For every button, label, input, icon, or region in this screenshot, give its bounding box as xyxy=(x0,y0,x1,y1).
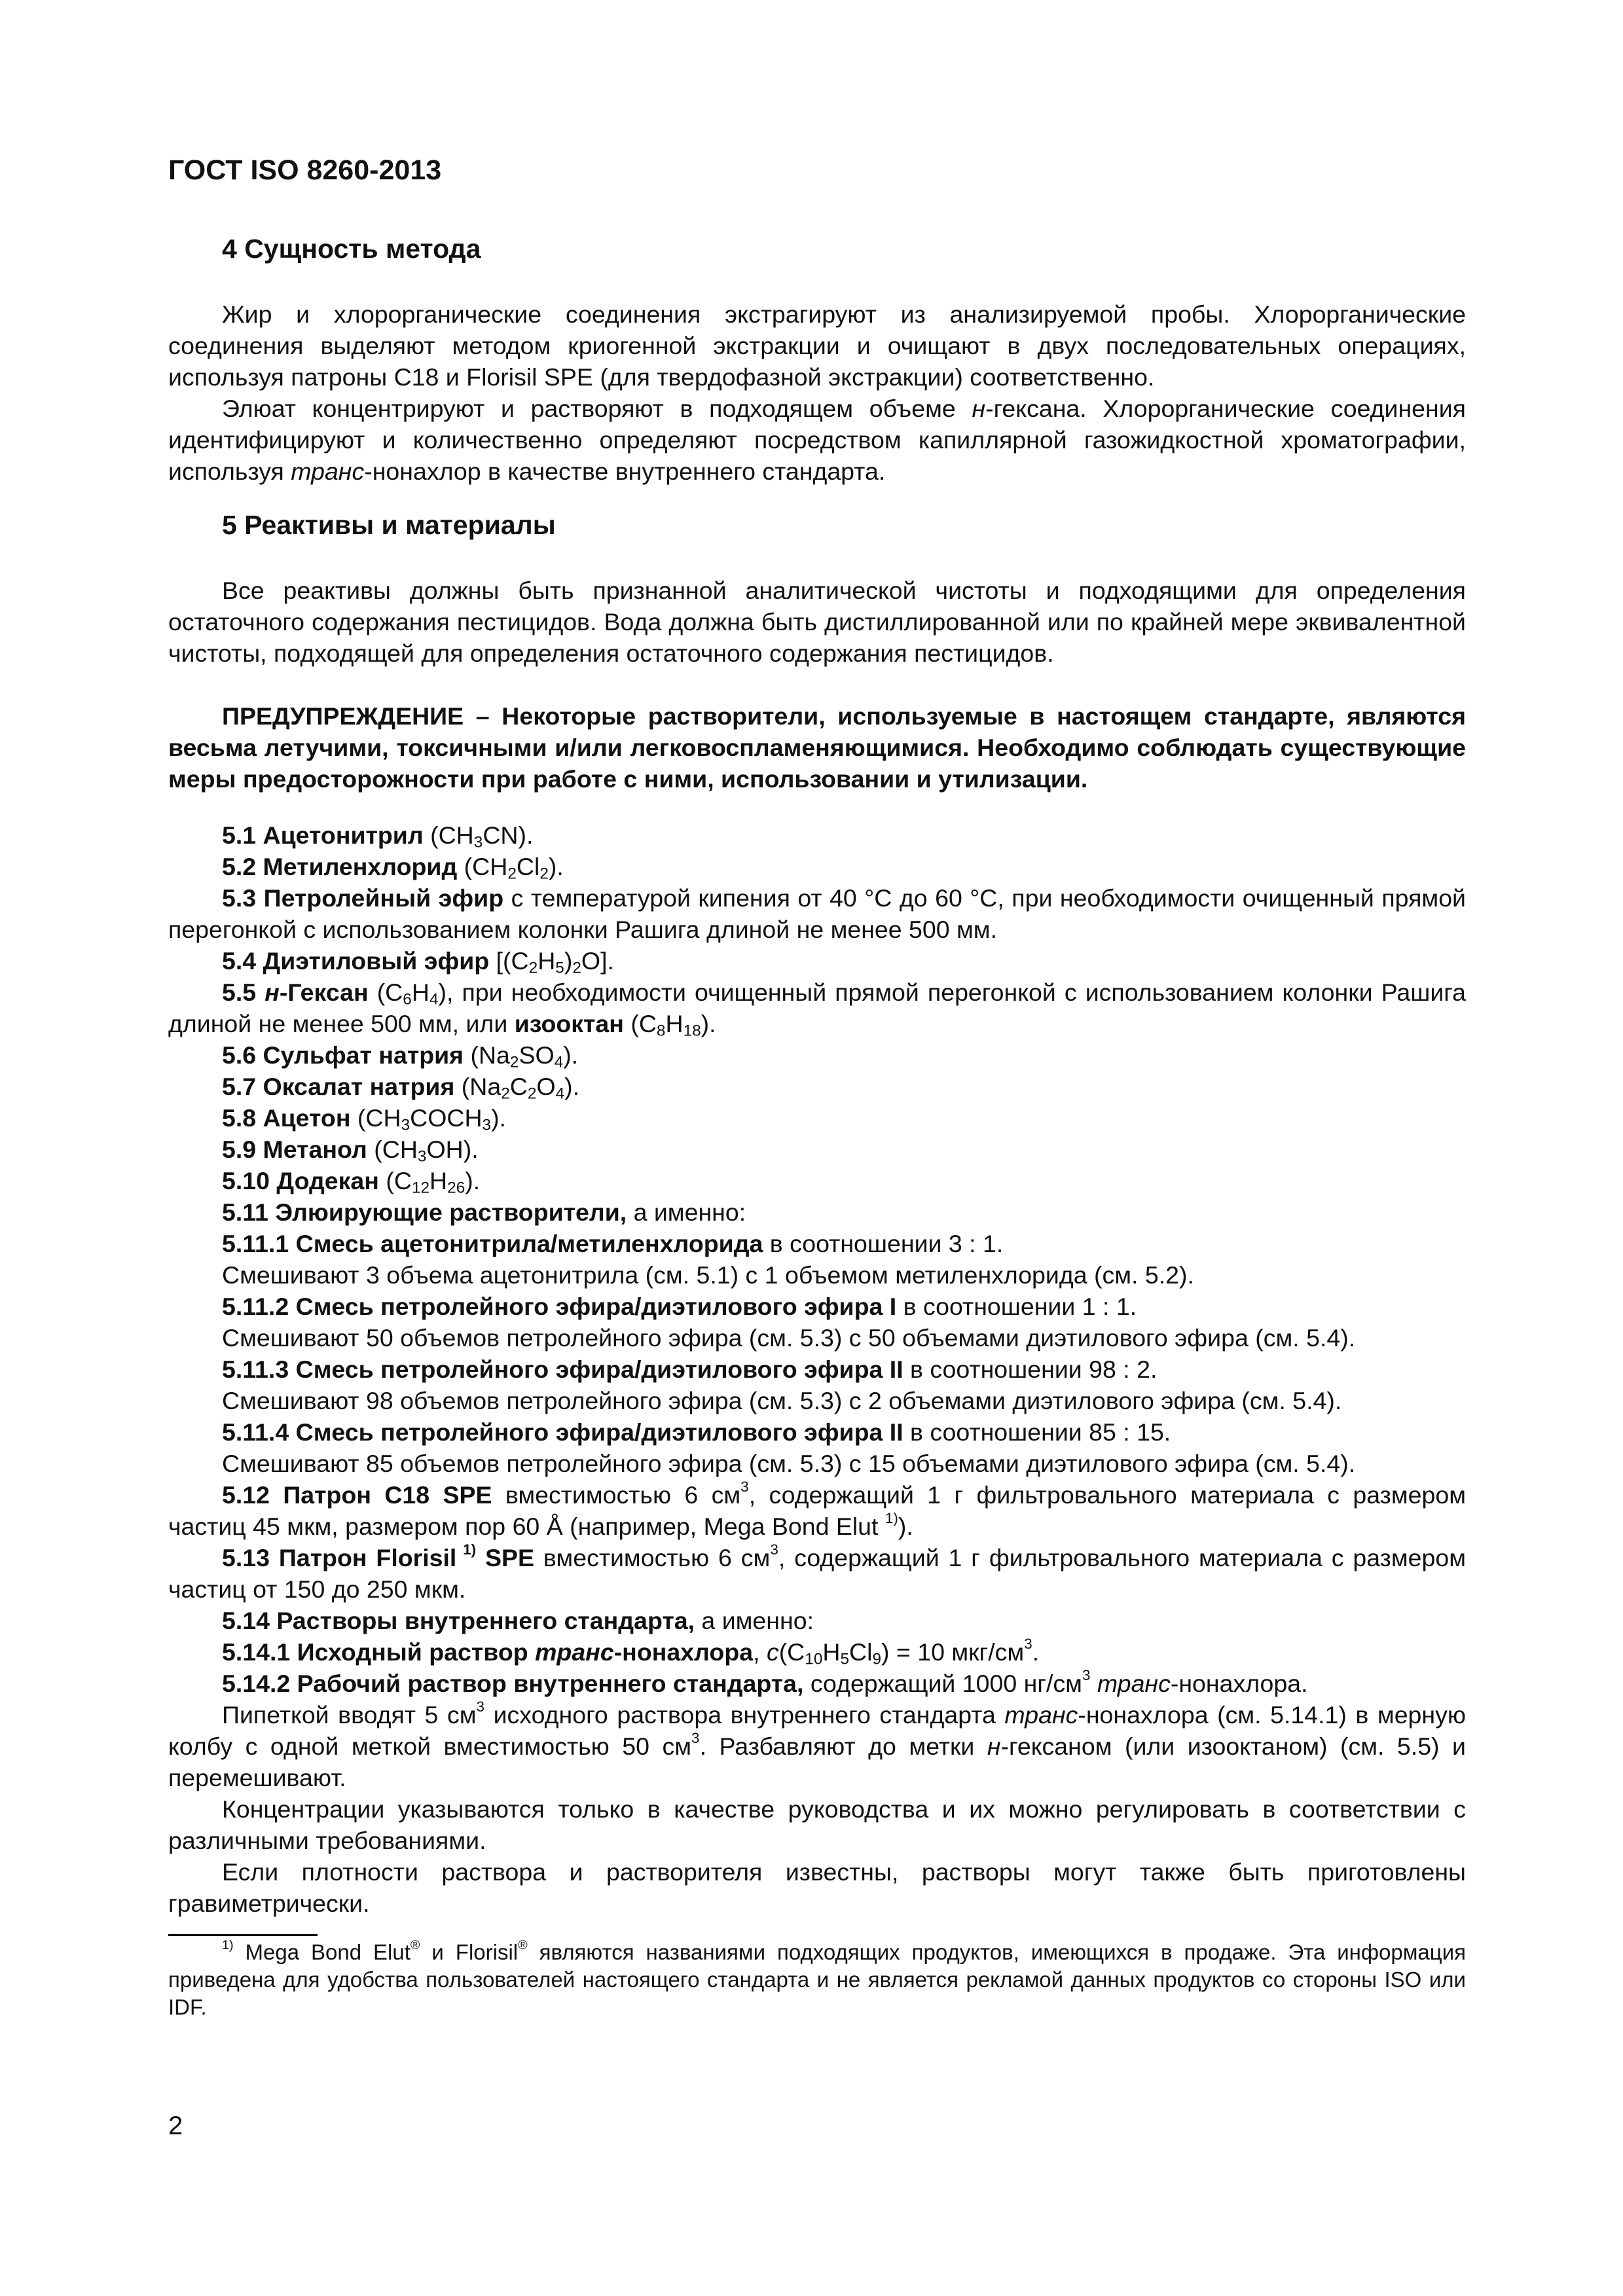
concentration-note: Концентрации указываются только в качестве руководства и их можно регулировать в соответствии с различными требованиями. xyxy=(168,1795,1466,1854)
section-4-title: 4 Сущность метода xyxy=(222,234,481,264)
footnote-divider xyxy=(168,1934,318,1936)
list-item-detail: Смешивают 3 объема ацетонитрила (см. 5.1) с 1 объемом метиленхлорида (см. 5.2). xyxy=(222,1261,1194,1289)
section-5 xyxy=(168,509,1466,795)
list-item: 5.11 Элюирующие растворители, а именно: xyxy=(222,1198,746,1226)
list-item: 5.14.1 Исходный раствор транс-нонахлора, $c(C_{10}H_5Cl_9) = 10$ мкг/$см^3$. xyxy=(222,1636,1040,1668)
list-item: 5.1 Ацетонитрил $(CH_3CN)$. xyxy=(222,821,534,852)
page-number: 2 xyxy=(168,2111,183,2140)
list-item: 5.2 Метиленхлорид $(CH_2Cl_2)$. xyxy=(222,853,564,883)
section-4-paragraph-1: Жир и хлорорганические соединения экстрагируют из анализируемой пробы. Хлорорганические соединения выделяют методом криогенной экстракции и очищают в двух последовательных операциях, используя патроны С18 и Florisil SPE (для твердофазной экстракции) соответственно. xyxy=(168,300,1466,391)
list-item: 5.13 Патрон Florisil $^{1)}$ SPE вместимостью 6 $см^3$, содержащий 1 г фильтровального материала с размером частиц от 150 до 250 мкм. xyxy=(168,1541,1466,1603)
footnote: $^{1)}$ Mega Bond Elut® и Florisil® являются названиями подходящих продуктов, имеющихся в продаже. Эта информация приведена для удобства пользователей настоящего стандарта и не является рекламой данных продуктов со стороны ISO или IDF. xyxy=(168,1938,1466,2019)
list-item: 5.12 Патрон С18 SPE вместимостью 6 $см^3$, содержащий 1 г фильтровального материала с размером частиц 45 мкм, размером пор 60 Å (например, Mega Bond Elut $^{1)}$). xyxy=(168,1479,1466,1540)
section-5-title: 5 Реактивы и материалы xyxy=(222,510,556,540)
list-item: 5.11.3 Смесь петролейного эфира/диэтилового эфира II в соотношении 98 : 2. xyxy=(222,1355,1158,1383)
list-item-detail: Смешивают 85 объемов петролейного эфира (см. 5.3) с 15 объемами диэтилового эфира (см. 5.4). xyxy=(222,1450,1356,1477)
list-item: 5.8 Ацетон $(CH_3COCH_3)$. xyxy=(222,1104,507,1134)
list-item: 5.11.1 Смесь ацетонитрила/метиленхлорида в соотношении 3 : 1. xyxy=(222,1230,1004,1257)
list-item: 5.9 Метанол $(CH_3OH)$. xyxy=(222,1136,479,1166)
document-header: ГОСТ ISO 8260-2013 xyxy=(168,154,442,186)
list-item: 5.14.2 Рабочий раствор внутреннего стандарта, содержащий 1000 $нг/см^3$ транс-нонахлора. xyxy=(222,1667,1308,1697)
warning-paragraph: ПРЕДУПРЕЖДЕНИЕ – Некоторые растворители, используемые в настоящем стандарте, являются весьма летучими, токсичными и/или легковоспламеняющимися. Необходимо соблюдать существующие меры предосторожности при работе с ними, использовании и утилизации. xyxy=(168,702,1466,793)
section-5-intro: Все реактивы должны быть признанной аналитической чистоты и подходящими для определения остаточного содержания пестицидов. Вода должна быть дистиллированной или по крайней мере эквивалентной чистоты, подходящей для определения остаточного содержания пестицидов. xyxy=(168,577,1466,667)
list-item: 5.6 Сульфат натрия $(Na_2SO_4)$. xyxy=(222,1041,579,1071)
list-item: 5.10 Додекан $(C_{12}H_{26})$. xyxy=(222,1167,481,1197)
section-4 xyxy=(168,233,1466,487)
list-item: 5.7 Оксалат натрия $(Na_2C_2O_4)$. xyxy=(222,1073,580,1103)
list-item: 5.11.4 Смесь петролейного эфира/диэтилового эфира II в соотношении 85 : 15. xyxy=(222,1418,1171,1446)
list-item: 5.3 Петролейный эфир с температурой кипения от 40 °С до 60 °С, при необходимости очищенный прямой перегонкой с использованием колонки Рашига длиной не менее 500 мм. xyxy=(168,884,1466,943)
list-item-detail: Смешивают 50 объемов петролейного эфира (см. 5.3) с 50 объемами диэтилового эфира (см. 5.4). xyxy=(222,1324,1356,1352)
list-item: 5.4 Диэтиловый эфир $[(C_2H_5)_2O]$. xyxy=(222,947,614,977)
reagents-list xyxy=(168,819,1466,1919)
section-4-paragraph-2: Элюат концентрируют и растворяют в подходящем объеме н-гексана. Хлорорганические соединения идентифицируют и количественно определяют посредством капиллярной газожидкостной хроматографии, используя транс-нонахлор в качестве внутреннего стандарта. xyxy=(168,395,1466,485)
list-item-detail: Пипеткой вводят 5 $см^3$ исходного раствора внутреннего стандарта транс-нонахлора (см. 5.14.1) в мерную колбу с одной меткой вместимостью 50 $см^3$. Разбавляют до метки н-гексаном (или изооктаном) (см. 5.5) и перемешивают. xyxy=(168,1698,1466,1791)
gravimetric-note: Если плотности раствора и растворителя известны, растворы могут также быть приготовлены гравиметрически. xyxy=(168,1858,1466,1917)
list-item-detail: Смешивают 98 объемов петролейного эфира (см. 5.3) с 2 объемами диэтилового эфира (см. 5.4). xyxy=(222,1387,1342,1414)
list-item: 5.14 Растворы внутреннего стандарта, а именно: xyxy=(222,1607,814,1634)
list-item: 5.5 н-Гексан $(C_6H_4)$, при необходимости очищенный прямой перегонкой с использованием колонки Рашига длиной не менее 500 мм, или изооктан $(C_8H_{18})$. xyxy=(168,978,1466,1040)
list-item: 5.11.2 Смесь петролейного эфира/диэтилового эфира I в соотношении 1 : 1. xyxy=(222,1293,1137,1320)
